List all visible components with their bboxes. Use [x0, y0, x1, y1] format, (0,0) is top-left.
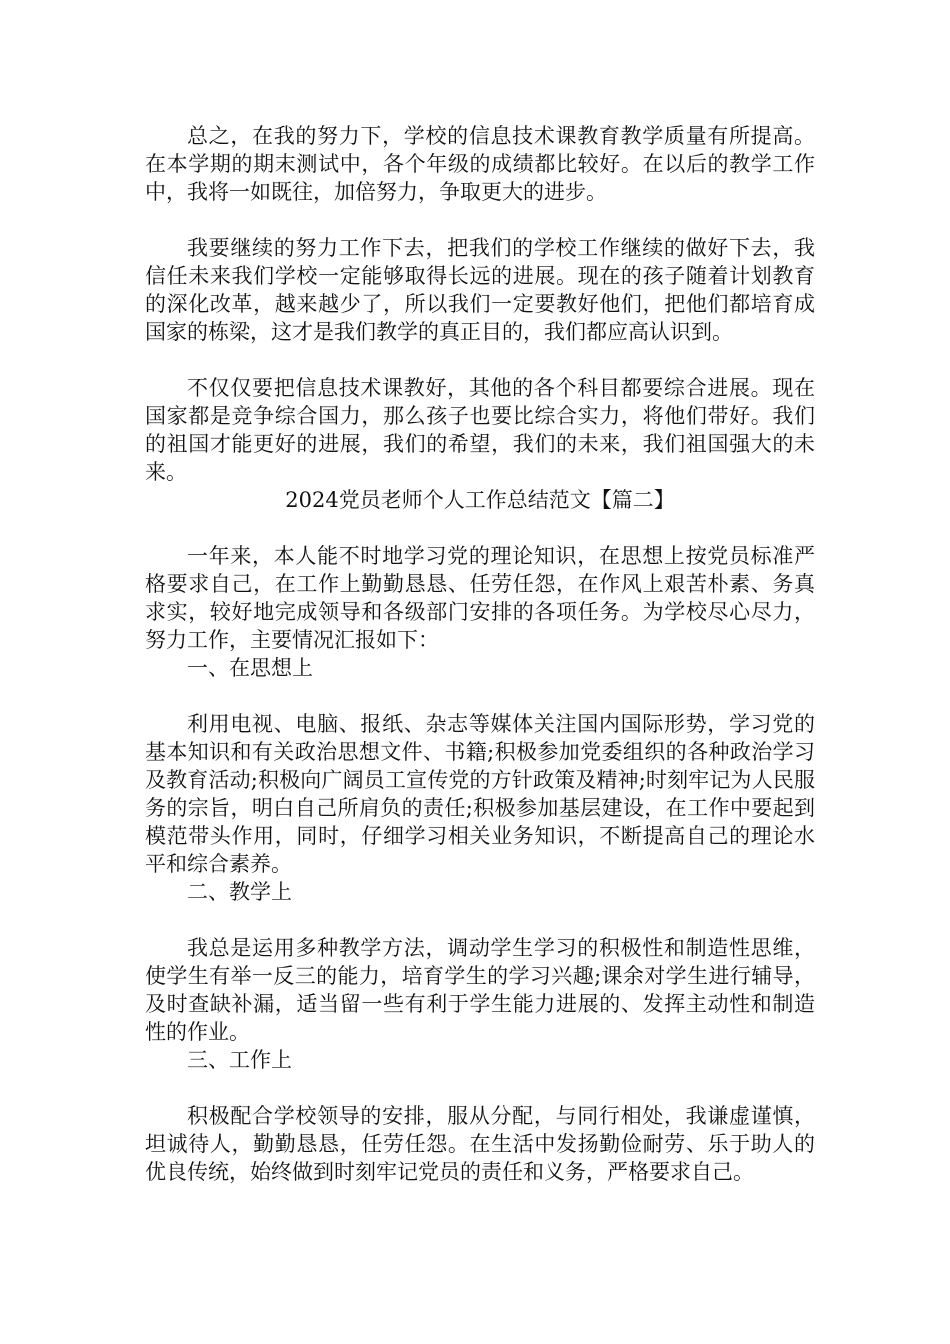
paragraph-summary: 总之，在我的努力下，学校的信息技术课教育教学质量有所提高。在本学期的期末测试中，各个年级的成绩都比较好。在以后的教学工作中，我将一如既往，加倍努力，争取更大的进步。	[145, 124, 815, 204]
paragraph-teaching: 我总是运用多种教学方法，调动学生学习的积极性和制造性思维，使学生有举一反三的能力，培育学生的学习兴趣;课余对学生进行辅导，及时查缺补漏，适当留一些有利于学生能力进展的、发挥主动性和制造性的作业。	[145, 936, 815, 1044]
paragraph-work: 积极配合学校领导的安排，服从分配，与同行相处，我谦虚谨慎，坦诚待人，勤勤恳恳，任劳任怨。在生活中发扬勤俭耐劳、乐于助人的优良传统，始终做到时刻牢记党员的责任和义务，严格要求自己。	[145, 1104, 815, 1184]
heading-ideology: 一、在思想上	[187, 656, 313, 680]
heading-work: 三、工作上	[187, 1048, 292, 1072]
heading-teaching: 二、教学上	[187, 880, 292, 904]
section-title: 2024党员老师个人工作总结范文【篇二】	[285, 488, 675, 512]
document-page	[145, 122, 815, 1186]
paragraph-intro: 一年来，本人能不时地学习党的理论知识，在思想上按党员标准严格要求自己，在工作上勤勤恳恳、任劳任怨，在作风上艰苦朴素、务真求实，较好地完成领导和各级部门安排的各项任务。为学校尽心尽力，努力工作，主要情况汇报如下：	[145, 544, 815, 652]
paragraph-all-subjects: 不仅仅要把信息技术课教好，其他的各个科目都要综合进展。现在国家都是竞争综合国力，那么孩子也要比综合实力，将他们带好。我们的祖国才能更好的进展，我们的希望，我们的未来，我们祖国强大的未来。	[145, 376, 815, 484]
paragraph-ideology: 利用电视、电脑、报纸、杂志等媒体关注国内国际形势，学习党的基本知识和有关政治思想文件、书籍;积极参加党委组织的各种政治学习及教育活动;积极向广阔员工宣传党的方针政策及精神;时刻牢记为人民服务的宗旨，明白自己所肩负的责任;积极参加基层建设，在工作中要起到模范带头作用，同时，仔细学习相关业务知识，不断提高自己的理论水平和综合素养。	[145, 712, 815, 876]
paragraph-continue-effort: 我要继续的努力工作下去，把我们的学校工作继续的做好下去，我信任未来我们学校一定能够取得长远的进展。现在的孩子随着计划教育的深化改革，越来越少了，所以我们一定要教好他们，把他们都培育成国家的栋梁，这才是我们教学的真正目的，我们都应高认识到。	[145, 236, 815, 344]
